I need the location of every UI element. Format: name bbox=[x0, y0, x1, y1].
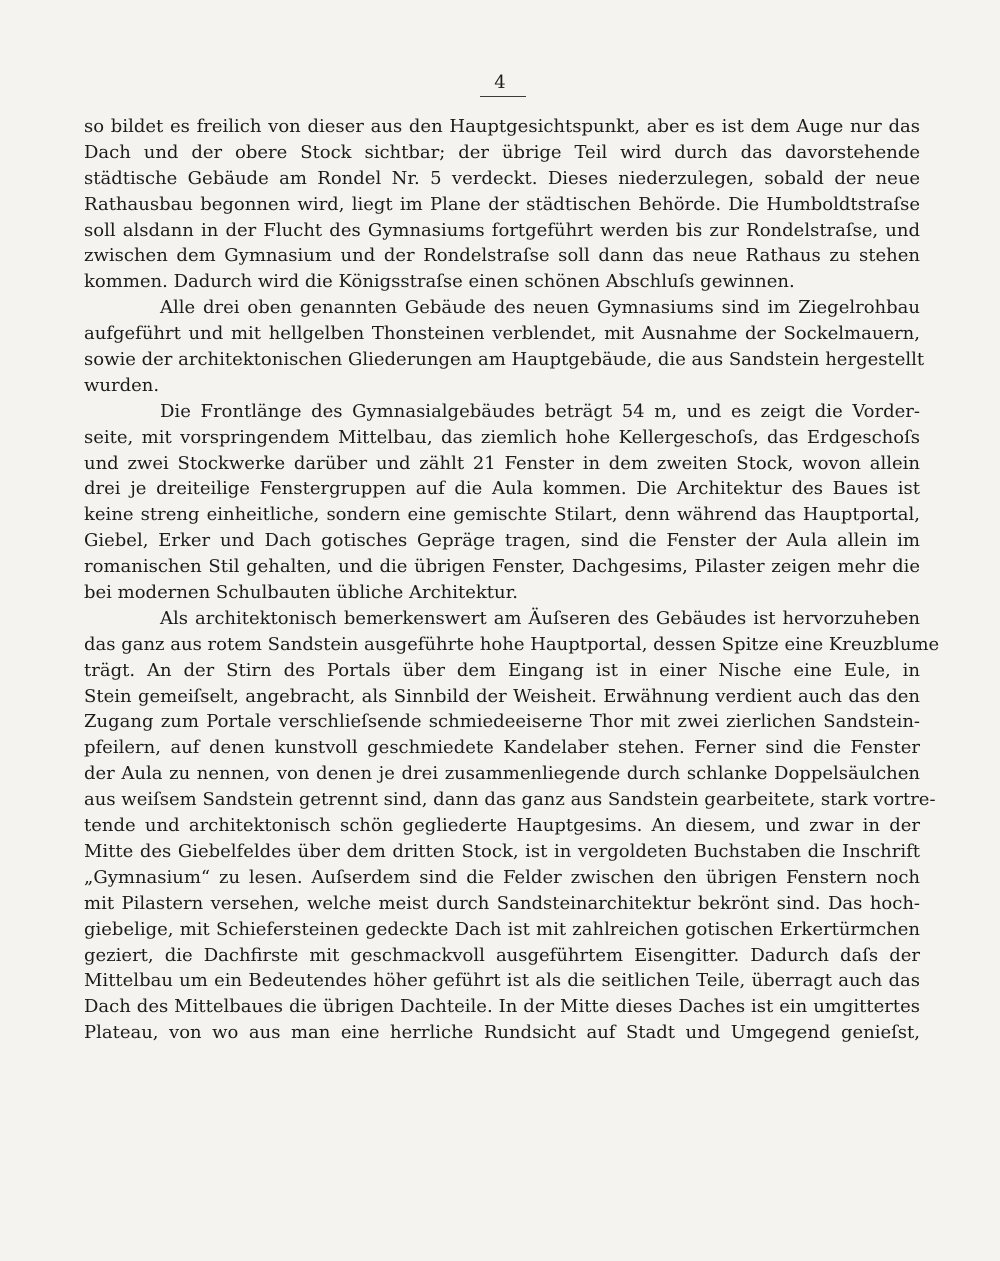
text-line: Alle drei oben genannten Gebäude des neuen Gymnasiums sind im Ziegelrohbau bbox=[160, 297, 920, 319]
paragraph bbox=[84, 295, 925, 399]
page-number: 4 bbox=[494, 72, 506, 93]
text-line: Mittelbau um ein Bedeutendes höher geführt ist als die seitlichen Teile, überragt auch das bbox=[84, 970, 920, 992]
text-line: tende und architektonisch schön gegliederte Hauptgesims. An diesem, und zwar in der bbox=[84, 815, 920, 837]
paragraph bbox=[84, 399, 920, 606]
text-line: Mitte des Giebelfeldes über dem dritten Stock, ist in vergoldeten Buchstaben die Inschrift bbox=[84, 840, 920, 862]
page-number-rule bbox=[480, 96, 526, 97]
text-line: Die Frontlänge des Gymnasialgebäudes beträgt 54 m, und es zeigt die Vorder- bbox=[160, 400, 920, 422]
text-line: Zugang zum Portale verschlieſsende schmiedeeiserne Thor mit zwei zierlichen Sandstein- bbox=[84, 711, 920, 733]
text-line: „Gymnasium“ zu lesen. Auſserdem sind die Felder zwischen den übrigen Fenstern noch bbox=[84, 866, 920, 888]
text-line: aufgeführt und mit hellgelben Thonsteinen verblendet, mit Ausnahme der Sockelmauern, bbox=[84, 323, 920, 345]
text-line: so bildet es freilich von dieser aus den Hauptgesichtspunkt, aber es ist dem Auge nur das bbox=[84, 116, 920, 137]
text-line: aus weiſsem Sandstein getrennt sind, dann das ganz aus Sandstein gearbeitete, stark vortre- bbox=[84, 789, 936, 811]
paragraph bbox=[84, 114, 920, 295]
paragraph bbox=[84, 606, 940, 1046]
text-line: sowie der architektonischen Gliederungen am Hauptgebäude, die aus Sandstein hergestellt bbox=[84, 349, 925, 371]
text-line: und zwei Stockwerke darüber und zählt 21 Fenster in dem zweiten Stock, wovon allein bbox=[84, 452, 920, 474]
text-line: Dach des Mittelbaues die übrigen Dachteile. In der Mitte dieses Daches ist ein umgittertes bbox=[84, 996, 920, 1018]
text-line: trägt. An der Stirn des Portals über dem Eingang ist in einer Nische eine Eule, in bbox=[84, 659, 920, 681]
text-line: mit Pilastern versehen, welche meist durch Sandsteinarchitektur bekrönt sind. Das hoch- bbox=[84, 892, 920, 914]
text-line: der Aula zu nennen, von denen je drei zusammenliegende durch schlanke Doppelsäulchen bbox=[84, 763, 920, 785]
text-line: soll alsdann in der Flucht des Gymnasiums fortgeführt werden bis zur Rondelstraſse, und bbox=[84, 219, 920, 241]
text-line: giebelige, mit Schiefersteinen gedeckte Dach ist mit zahlreichen gotischen Erkertürmchen bbox=[84, 918, 920, 940]
text-line: romanischen Stil gehalten, und die übrigen Fenster, Dachgesims, Pilaster zeigen mehr die bbox=[84, 556, 920, 578]
text-line: Als architektonisch bemerkenswert am Äuſseren des Gebäudes ist hervorzuheben bbox=[160, 607, 920, 629]
text-line: wurden. bbox=[84, 374, 160, 396]
text-line: bei modernen Schulbauten übliche Architektur. bbox=[84, 582, 518, 604]
text-line: geziert, die Dachfirste mit geschmackvoll ausgeführtem Eisengitter. Dadurch daſs der bbox=[84, 944, 920, 966]
text-line: pfeilern, auf denen kunstvoll geschmiedete Kandelaber stehen. Ferner sind die Fenster bbox=[84, 737, 920, 759]
text-line: das ganz aus rotem Sandstein ausgeführte hohe Hauptportal, dessen Spitze eine Kreuzblume bbox=[84, 633, 940, 655]
text-line: kommen. Dadurch wird die Königsstraſse einen schönen Abschluſs gewinnen. bbox=[84, 271, 795, 293]
text-line: Rathausbau begonnen wird, liegt im Plane der städtischen Behörde. Die Humboldtstraſse bbox=[84, 193, 920, 215]
text-line: städtische Gebäude am Rondel Nr. 5 verdeckt. Dieses niederzulegen, sobald der neue bbox=[84, 167, 920, 189]
text-line: Stein gemeiſselt, angebracht, als Sinnbild der Weisheit. Erwähnung verdient auch das den bbox=[84, 685, 920, 707]
text-line: Dach und der obere Stock sichtbar; der übrige Teil wird durch das davorstehende bbox=[84, 141, 920, 163]
text-line: Giebel, Erker und Dach gotisches Gepräge tragen, sind die Fenster der Aula allein im bbox=[84, 530, 920, 552]
text-line: drei je dreiteilige Fenstergruppen auf die Aula kommen. Die Architektur des Baues ist bbox=[84, 478, 920, 500]
body-text bbox=[84, 114, 940, 1046]
text-line: keine streng einheitliche, sondern eine gemischte Stilart, denn während das Hauptportal, bbox=[84, 504, 920, 526]
text-line: zwischen dem Gymnasium und der Rondelstraſse soll dann das neue Rathaus zu stehen bbox=[84, 245, 920, 267]
text-line: Plateau, von wo aus man eine herrliche Rundsicht auf Stadt und Umgegend genieſst, bbox=[84, 1022, 920, 1044]
text-line: seite, mit vorspringendem Mittelbau, das ziemlich hohe Kellergeschoſs, das Erdgeschoſs bbox=[84, 426, 920, 448]
